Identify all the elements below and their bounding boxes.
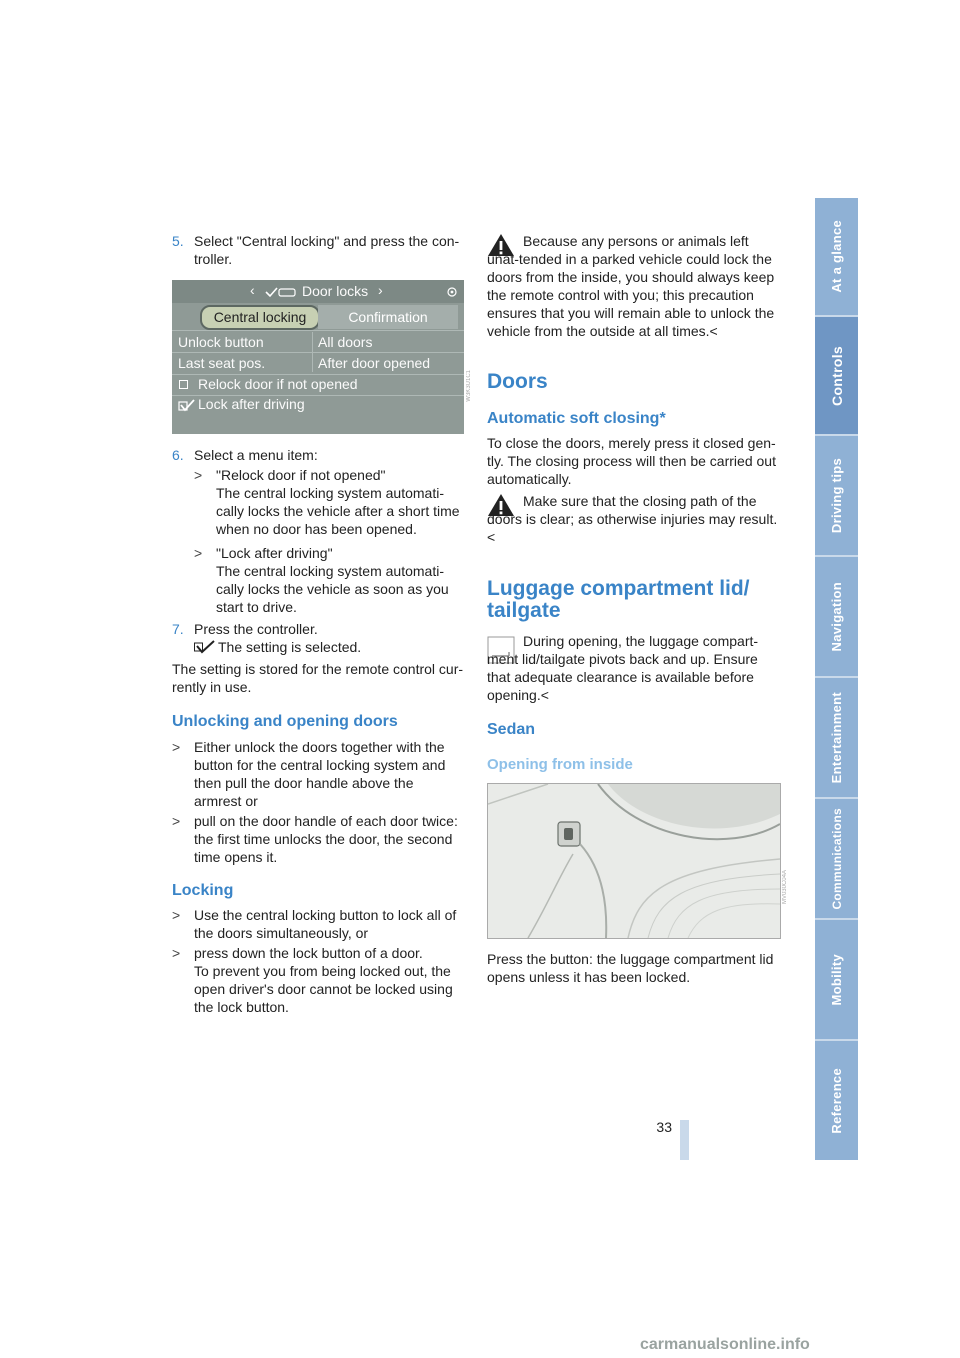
- lock-bullet-1: > Use the central locking button to lock all of the doors simultaneously, or: [172, 907, 457, 941]
- lock-bullet-2: > press down the lock button of a door. To prevent you from being locked out, the open driver's door cannot be locked using the lock button.: [172, 945, 453, 1015]
- press-button-text: Press the button: the luggage compartment lid opens unless it has been locked.: [487, 951, 774, 985]
- page-number: 33: [656, 1119, 672, 1135]
- tab-confirmation[interactable]: Confirmation: [318, 305, 458, 329]
- controller-icon: [446, 284, 458, 300]
- tab-navigation[interactable]: Navigation: [815, 557, 858, 676]
- unlock-bullet-2: > pull on the door handle of each door twice: the first time unlocks the door, the second time opens it.: [172, 813, 458, 865]
- photo-code: MV030C04A: [782, 870, 788, 905]
- tab-mobility[interactable]: Mobility: [815, 920, 858, 1039]
- screen-left-arrow: ‹: [250, 282, 255, 298]
- chapter-tabs: [815, 198, 858, 1160]
- door-lock-icon: [265, 286, 297, 298]
- photo-luggage-button: [487, 783, 781, 939]
- tab-at-a-glance[interactable]: At a glance: [815, 198, 858, 315]
- page-number-bar: [680, 1120, 689, 1160]
- soft-closing-text: To close the doors, merely press it closed gen-tly. The closing process will then be carried out automatically.: [487, 435, 776, 487]
- watermark: carmanualsonline.info: [640, 1336, 810, 1353]
- checkbox-relock[interactable]: [179, 380, 188, 389]
- note-clearance: During opening, the luggage compart-ment lid/tailgate pivots back and up. Ensure that adequate clearance is available before opening.<: [487, 633, 759, 703]
- stored-note: The setting is stored for the remote control cur-rently in use.: [172, 661, 464, 695]
- screen-relock[interactable]: Relock door if not opened: [198, 376, 358, 392]
- step-5: 5. Select "Central locking" and press the con-troller.: [172, 233, 460, 267]
- screen-title: Door locks: [302, 283, 369, 299]
- heading-luggage: Luggage compartment lid/ tailgate: [487, 577, 750, 622]
- screen-last-seat[interactable]: Last seat pos.: [178, 355, 266, 371]
- warning-unattended: Because any persons or animals left unat-tended in a parked vehicle could lock the doors from the inside, you should always keep the remote control with you; this precaution ensures that you will remain able to unlock the vehicle from the outside at all times.<: [487, 233, 775, 339]
- interior-photo: [488, 784, 780, 938]
- option-relock: > "Relock door if not opened" The central locking system automati-cally locks the vehicle after a short time when no door has been opened.: [194, 467, 460, 537]
- heading-opening-inside: Opening from inside: [487, 756, 633, 773]
- screen-unlock-button[interactable]: Unlock button: [178, 334, 264, 350]
- tab-reference[interactable]: Reference: [815, 1041, 858, 1160]
- screen-all-doors[interactable]: All doors: [318, 334, 373, 350]
- tab-controls[interactable]: Controls: [815, 317, 858, 434]
- warning-closing-path: Make sure that the closing path of the doors is clear; as otherwise injuries may result.<: [487, 493, 778, 545]
- heading-locking: Locking: [172, 882, 234, 899]
- checkmark-icon: [194, 640, 216, 654]
- step-6: 6. Select a menu item:: [172, 447, 318, 463]
- checkmark-icon: [178, 399, 196, 413]
- tab-central-locking[interactable]: Central locking: [200, 305, 320, 330]
- heading-unlocking: Unlocking and opening doors: [172, 713, 398, 730]
- unlock-bullet-1: > Either unlock the doors together with the button for the central locking system and then pull the door handle above the armrest or: [172, 739, 446, 809]
- screen-right-arrow: ›: [378, 282, 383, 298]
- option-lock-after-driving: > "Lock after driving" The central locking system automati-cally locks the vehicle as soon as you start to drive.: [194, 545, 449, 615]
- idrive-screen-figure: [172, 280, 464, 434]
- figure-code: W3K3U1C1: [466, 370, 472, 402]
- heading-soft-closing: Automatic soft closing*: [487, 410, 666, 427]
- heading-sedan: Sedan: [487, 721, 536, 738]
- screen-after-door[interactable]: After door opened: [318, 355, 431, 371]
- screen-lock-after[interactable]: Lock after driving: [198, 396, 305, 412]
- tab-entertainment[interactable]: Entertainment: [815, 678, 858, 797]
- tab-driving-tips[interactable]: Driving tips: [815, 436, 858, 555]
- step-7: 7. Press the controller. The setting is selected.: [172, 621, 362, 655]
- heading-doors: Doors: [487, 370, 548, 393]
- tab-communications[interactable]: Communications: [815, 799, 858, 918]
